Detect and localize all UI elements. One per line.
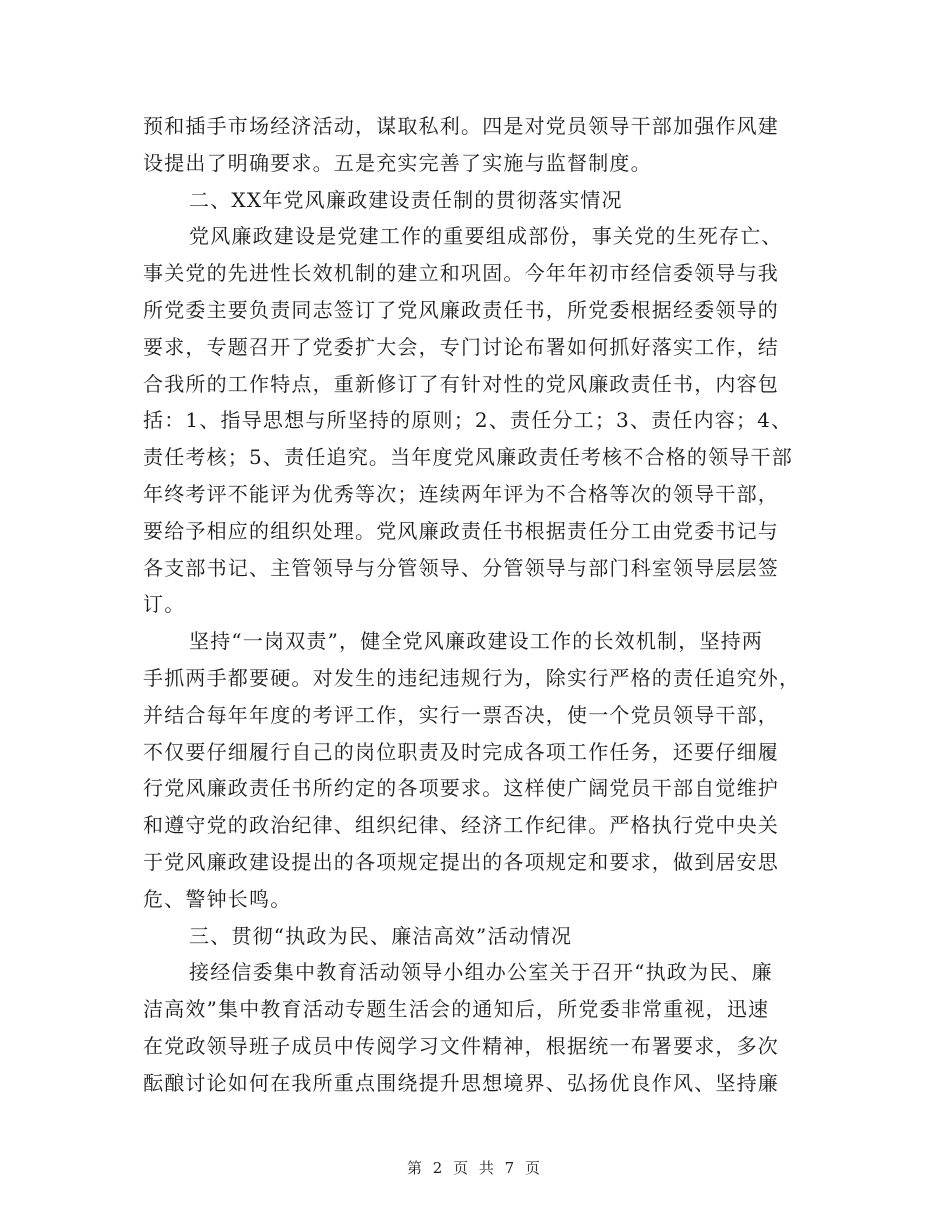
paragraph-line: 合我所的工作特点，重新修订了有针对性的党风廉政责任书，内容包 <box>143 371 779 396</box>
paragraph-line: 在党政领导班子成员中传阅学习文件精神，根据统一布署要求，多次 <box>143 1033 779 1058</box>
paragraph-line: 手抓两手都要硬。对发生的违纪违规行为，除实行严格的责任追究外， <box>143 665 801 690</box>
page-number-footer: 第 2 页 共 7 页 <box>407 1159 543 1177</box>
paragraph-line: 坚持“一岗双责”，健全党风廉政建设工作的长效机制，坚持两 <box>189 629 764 654</box>
paragraph-line: 要求，专题召开了党委扩大会，专门讨论布署如何抓好落实工作，结 <box>143 334 779 359</box>
document-body <box>143 108 813 1102</box>
section-heading: 二、XX年党风廉政建设责任制的贯彻落实情况 <box>189 187 623 212</box>
paragraph-line: 和遵守党的政治纪律、组织纪律、经济工作纪律。严格执行党中央关 <box>143 813 779 838</box>
paragraph-line: 不仅要仔细履行自己的岗位职责及时完成各项工作任务，还要仔细履 <box>143 739 779 764</box>
section-heading: 三、贯彻“执政为民、廉洁高效”活动情况 <box>189 923 573 948</box>
paragraph-line: 所党委主要负责同志签订了党风廉政责任书，所党委根据经委领导的 <box>143 297 779 322</box>
paragraph-line: 要给予相应的组织处理。党风廉政责任书根据责任分工由党委书记与 <box>143 518 779 543</box>
paragraph-line: 事关党的先进性长效机制的建立和巩固。今年年初市经信委领导与我 <box>143 261 779 286</box>
paragraph-line: 订。 <box>143 592 186 617</box>
paragraph-line: 洁高效”集中教育活动专题生活会的通知后，所党委非常重视，迅速 <box>143 997 770 1022</box>
paragraph-line: 酝酿讨论如何在我所重点围绕提升思想境界、弘扬优良作风、坚持廉 <box>143 1070 779 1095</box>
paragraph-line: 各支部书记、主管领导与分管领导、分管领导与部门科室领导层层签 <box>143 555 779 580</box>
paragraph-line: 括：1、指导思想与所坚持的原则；2、责任分工；3、责任内容；4、 <box>143 408 793 433</box>
paragraph-line: 年终考评不能评为优秀等次；连续两年评为不合格等次的领导干部， <box>143 481 779 506</box>
paragraph-line: 并结合每年年度的考评工作，实行一票否决，使一个党员领导干部， <box>143 702 779 727</box>
paragraph-line: 危、警钟长鸣。 <box>143 886 292 911</box>
paragraph-line: 设提出了明确要求。五是充实完善了实施与监督制度。 <box>143 150 652 175</box>
paragraph-line: 责任考核；5、责任追究。当年度党风廉政责任考核不合格的领导干部 <box>143 445 793 470</box>
paragraph-line: 于党风廉政建设提出的各项规定提出的各项规定和要求，做到居安思 <box>143 849 779 874</box>
paragraph-line: 预和插手市场经济活动，谋取私利。四是对党员领导干部加强作风建 <box>143 114 779 138</box>
paragraph-line: 接经信委集中教育活动领导小组办公室关于召开“执政为民、廉 <box>189 960 773 985</box>
paragraph-line: 行党风廉政责任书所约定的各项要求。这样使广阔党员干部自觉维护 <box>143 776 779 801</box>
paragraph-line: 党风廉政建设是党建工作的重要组成部份，事关党的生死存亡、 <box>189 224 783 249</box>
